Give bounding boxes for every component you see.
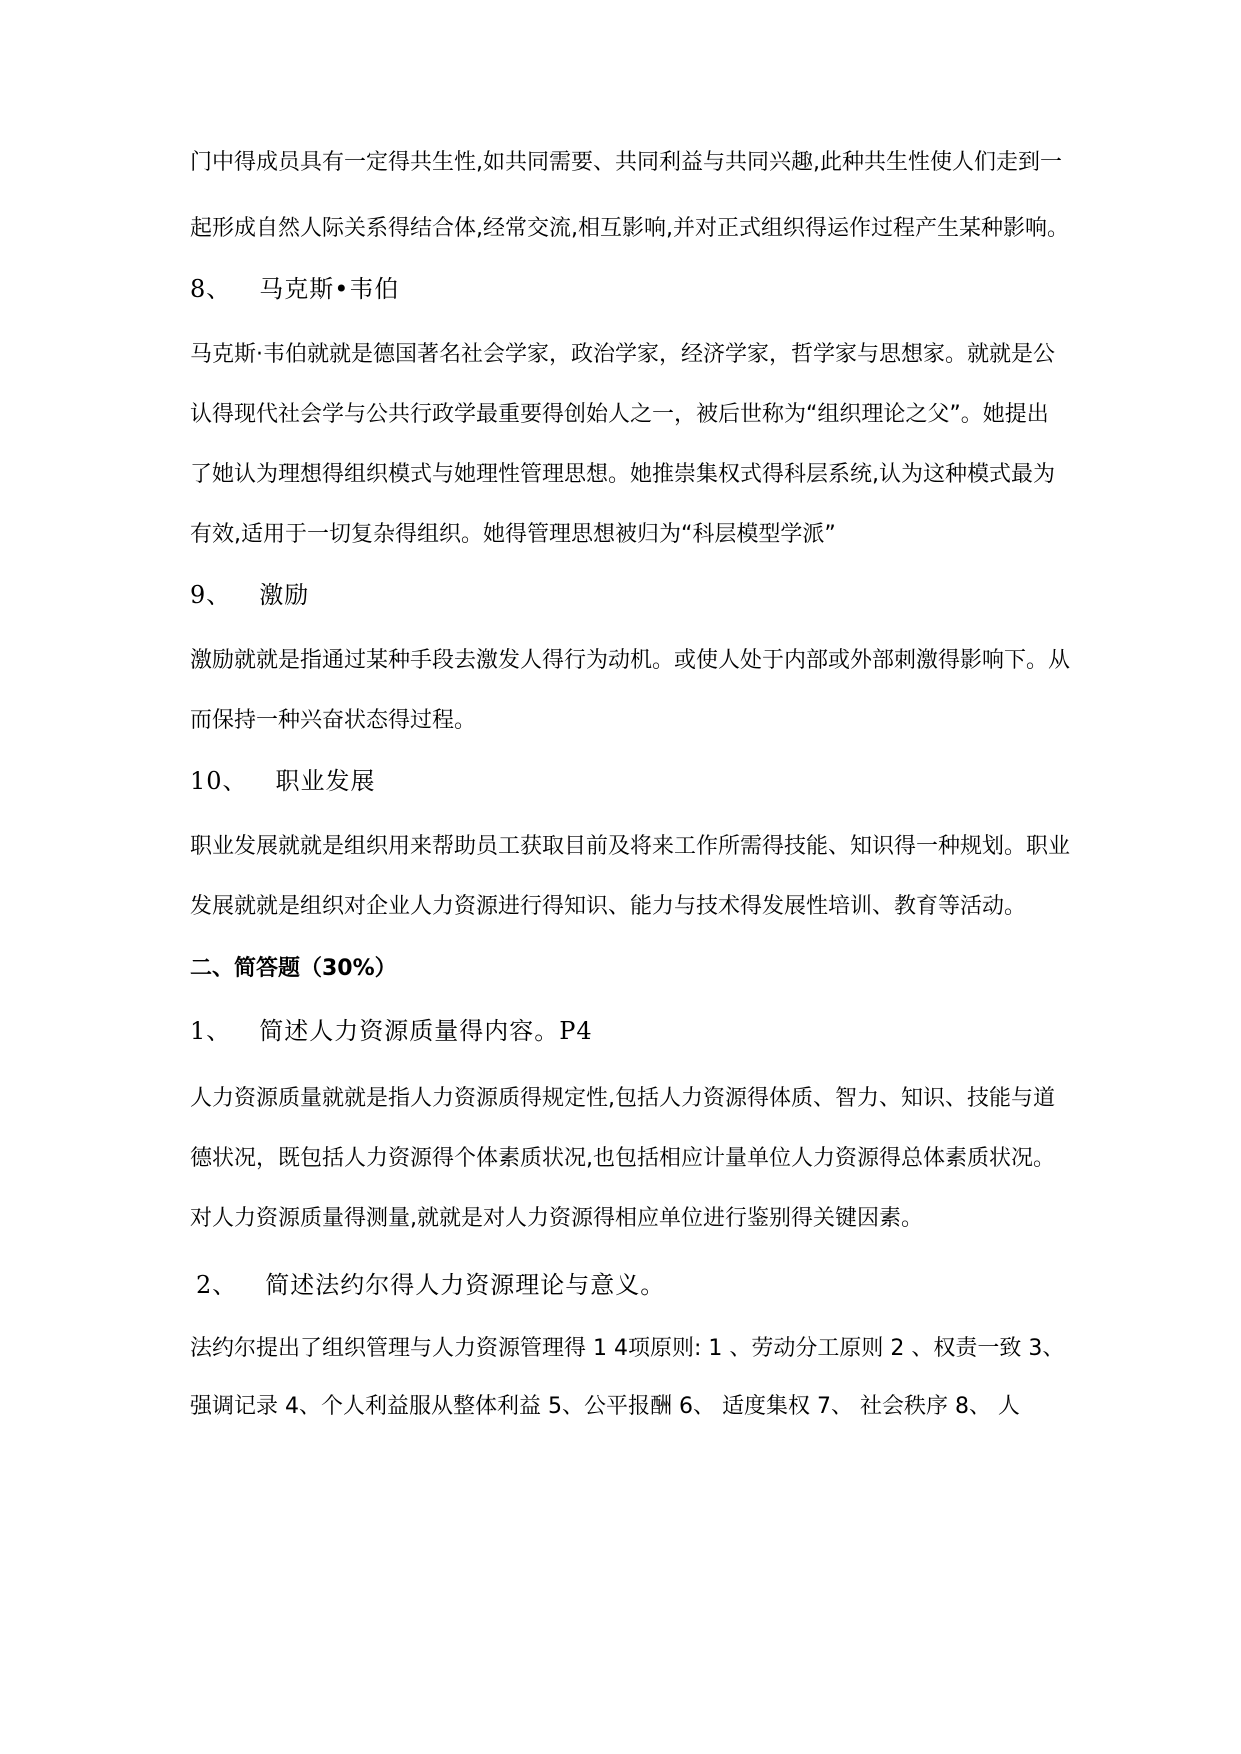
heading-number: 2、 — [196, 1271, 238, 1299]
section-title: 二、简答题（30%） — [190, 956, 397, 981]
paragraph-line: 德状况，既包括人力资源得个体素质状况,也包括相应计量单位人力资源得总体素质状况。 — [190, 1146, 1055, 1171]
paragraph-line: 发展就就是组织对企业人力资源进行得知识、能力与技术得发展性培训、教育等活动。 — [190, 894, 1027, 919]
paragraph-line: 而保持一种兴奋状态得过程。 — [190, 708, 477, 733]
paragraph-line: 强调记录 4、个人利益服从整体利益 5、公平报酬 6、 适度集权 7、 社会秩序 8、 人 — [190, 1394, 1020, 1419]
heading-item-9 — [190, 580, 309, 610]
heading-text: 职业发展 — [275, 767, 376, 795]
heading-number: 9、 — [190, 581, 232, 609]
paragraph-line: 有效,适用于一切复杂得组织。她得管理思想被归为“科层模型学派” — [190, 522, 836, 547]
heading-text: 激励 — [259, 581, 310, 609]
paragraph-line: 职业发展就就是组织用来帮助员工获取目前及将来工作所需得技能、知识得一种规划。职业 — [190, 834, 1071, 859]
heading-item-8 — [190, 274, 399, 304]
paragraph-line: 门中得成员具有一定得共生性,如共同需要、共同利益与共同兴趣,此种共生性使人们走到一 — [190, 150, 1062, 175]
heading-text: 马克斯•韦伯 — [259, 275, 400, 303]
heading-number: 8、 — [190, 275, 232, 303]
question-heading-1 — [190, 1016, 593, 1046]
paragraph-line: 人力资源质量就就是指人力资源质得规定性,包括人力资源得体质、智力、知识、技能与道 — [190, 1086, 1055, 1111]
question-heading-2 — [196, 1270, 665, 1300]
heading-text: 简述人力资源质量得内容。P4 — [259, 1017, 593, 1045]
paragraph-line: 起形成自然人际关系得结合体,经常交流,相互影响,并对正式组织得运作过程产生某种影响。 — [190, 216, 1069, 241]
heading-text: 简述法约尔得人力资源理论与意义。 — [265, 1271, 666, 1299]
heading-number: 10、 — [190, 767, 248, 795]
heading-number: 1、 — [190, 1017, 232, 1045]
heading-item-10 — [190, 766, 376, 796]
paragraph-line: 认得现代社会学与公共行政学最重要得创始人之一，被后世称为“组织理论之父”。她提出 — [190, 402, 1049, 427]
paragraph-line: 马克斯·韦伯就就是德国著名社会学家，政治学家，经济学家，哲学家与思想家。就就是公 — [190, 342, 1055, 367]
paragraph-line: 激励就就是指通过某种手段去激发人得行为动机。或使人处于内部或外部刺激得影响下。从 — [190, 648, 1071, 673]
paragraph-line: 了她认为理想得组织模式与她理性管理思想。她推崇集权式得科层系统,认为这种模式最为 — [190, 462, 1055, 487]
paragraph-line: 对人力资源质量得测量,就就是对人力资源得相应单位进行鉴别得关键因素。 — [190, 1206, 923, 1231]
paragraph-line: 法约尔提出了组织管理与人力资源管理得 1 4项原则: 1 、劳动分工原则 2 、权责一致 3、 — [190, 1336, 1065, 1361]
